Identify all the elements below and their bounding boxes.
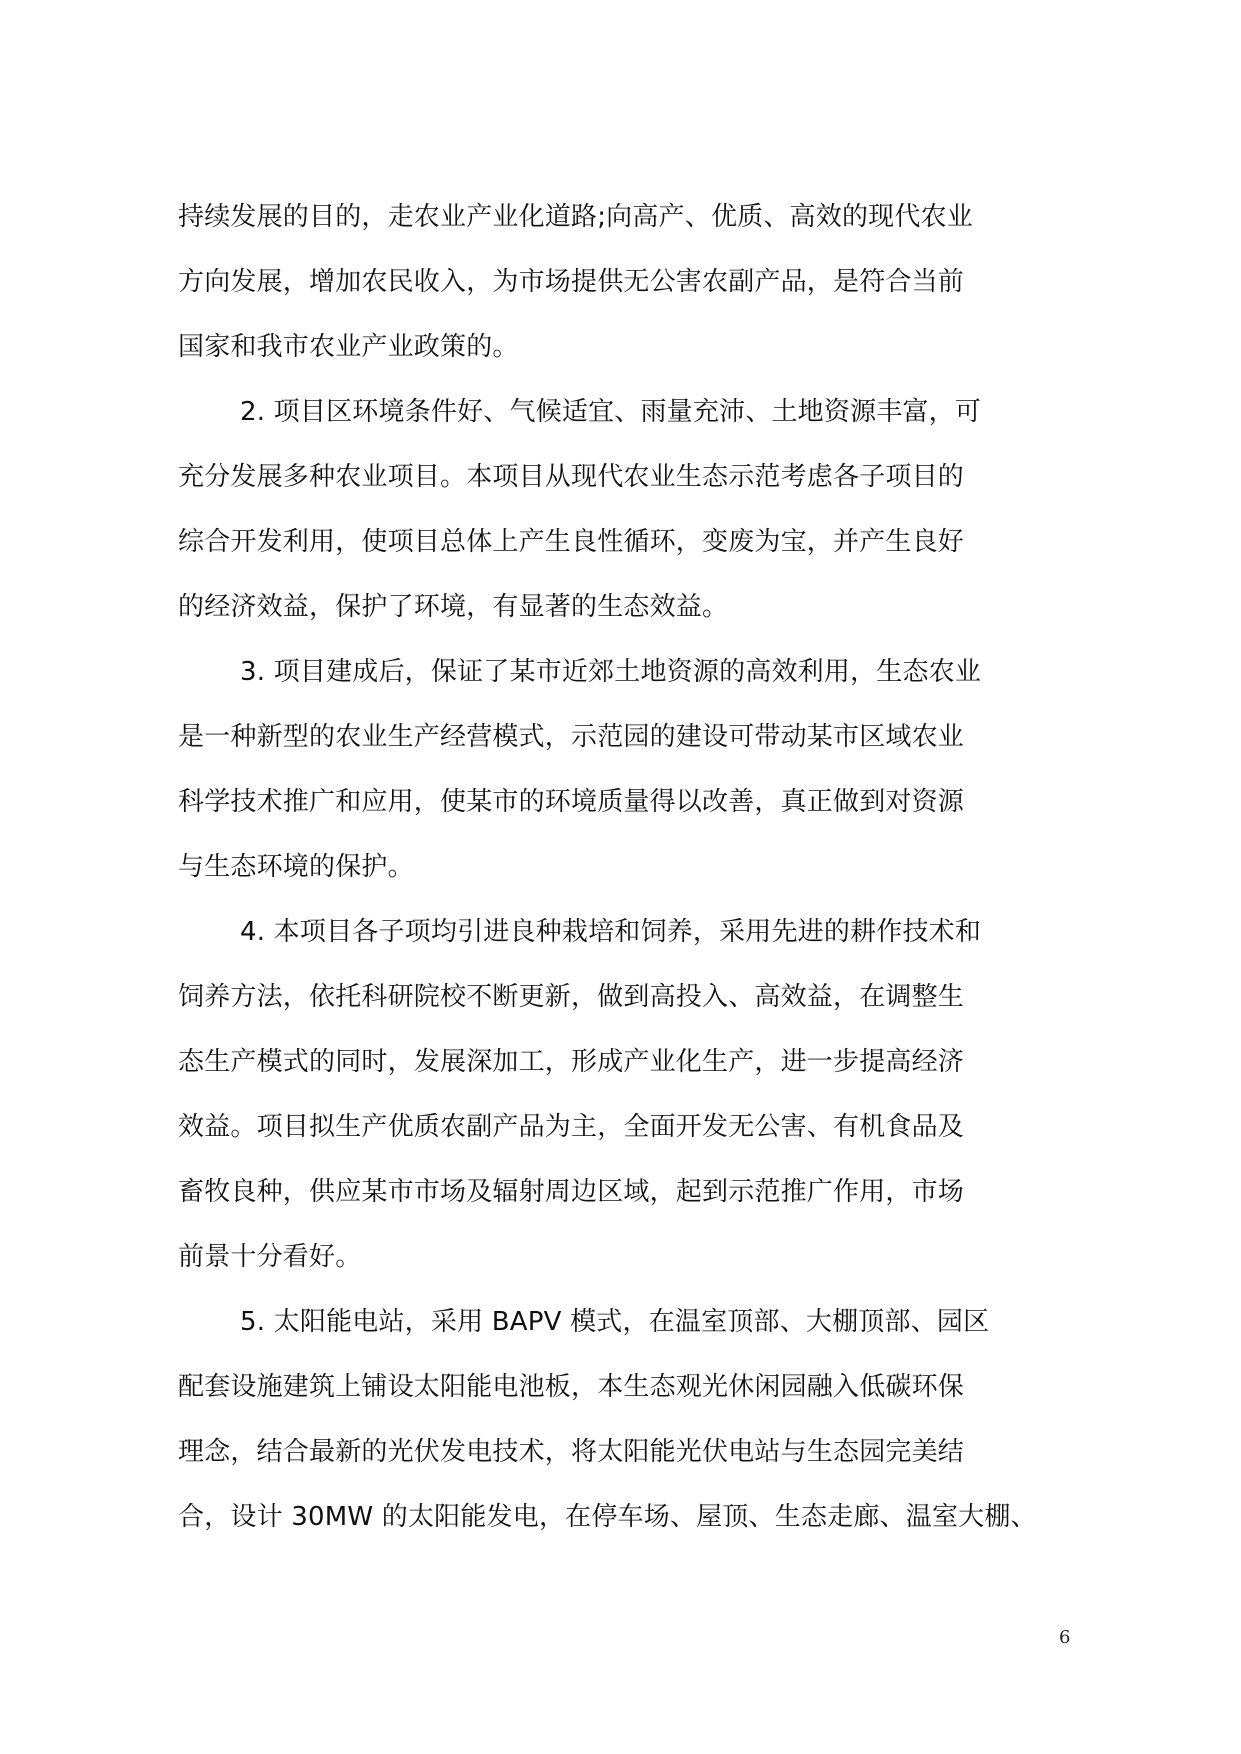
text-line: 理念，结合最新的光伏发电技术，将太阳能光伏电站与生态园完美结 <box>178 1437 965 1467</box>
text-line: 的经济效益，保护了环境，有显著的生态效益。 <box>178 592 729 622</box>
text-line: 科学技术推广和应用，使某市的环境质量得以改善，真正做到对资源 <box>178 787 965 817</box>
text-line: 是一种新型的农业生产经营模式，示范园的建设可带动某市区域农业 <box>178 722 965 752</box>
text-line: 合，设计 30MW 的太阳能发电，在停车场、屋顶、生态走廊、温室大棚、 <box>178 1502 1037 1532</box>
body-text <box>178 185 1073 1550</box>
paragraph-4 <box>178 900 1073 1290</box>
text-line: 态生产模式的同时，发展深加工，形成产业化生产，进一步提高经济 <box>178 1047 965 1077</box>
text-line: 5. 太阳能电站，采用 BAPV 模式，在温室顶部、大棚顶部、园区 <box>240 1307 990 1337</box>
text-line: 2. 项目区环境条件好、气候适宜、雨量充沛、土地资源丰富，可 <box>240 397 982 427</box>
text-line: 持续发展的目的，走农业产业化道路;向高产、优质、高效的现代农业 <box>178 202 973 232</box>
paragraph-3 <box>178 640 1073 900</box>
page-number: 6 <box>1059 1627 1071 1648</box>
paragraph-2 <box>178 380 1073 640</box>
paragraph-5 <box>178 1290 1073 1550</box>
paragraph-1 <box>178 185 1073 380</box>
text-line: 效益。项目拟生产优质农副产品为主，全面开发无公害、有机食品及 <box>178 1112 965 1142</box>
text-line: 充分发展多种农业项目。本项目从现代农业生态示范考虑各子项目的 <box>178 462 965 492</box>
text-line: 畜牧良种，供应某市市场及辐射周边区域，起到示范推广作用，市场 <box>178 1177 965 1207</box>
text-line: 综合开发利用，使项目总体上产生良性循环，变废为宝，并产生良好 <box>178 527 965 557</box>
text-line: 方向发展，增加农民收入，为市场提供无公害农副产品，是符合当前 <box>178 267 965 297</box>
text-line: 饲养方法，依托科研院校不断更新，做到高投入、高效益，在调整生 <box>178 982 965 1012</box>
text-line: 国家和我市农业产业政策的。 <box>178 332 519 362</box>
text-line: 与生态环境的保护。 <box>178 852 414 882</box>
text-line: 前景十分看好。 <box>178 1242 362 1272</box>
text-line: 3. 项目建成后，保证了某市近郊土地资源的高效利用，生态农业 <box>240 657 982 687</box>
text-line: 4. 本项目各子项均引进良种栽培和饲养，采用先进的耕作技术和 <box>240 917 982 947</box>
text-line: 配套设施建筑上铺设太阳能电池板，本生态观光休闲园融入低碳环保 <box>178 1372 965 1402</box>
